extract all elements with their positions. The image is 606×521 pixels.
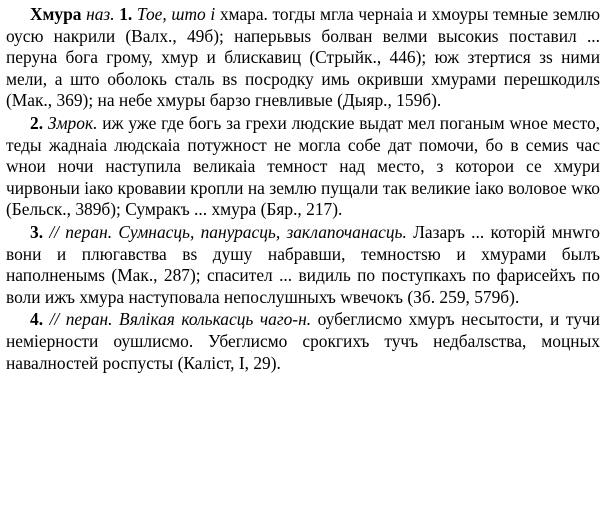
entry-sense-3 (6, 222, 600, 308)
sense-number: 3. (30, 221, 44, 242)
sense-quotations: Лазаръ ... которій мнwго вони и плюгавства вs душу набравши, темностsю и хмурами былъ наполненымs (Мак., 287); спасител ... видиль по поступкахъ по фарисейхъ по воли ижъ хмура наступовала непослушныхъ wвечокъ (Зб. 259, 579б). (6, 221, 600, 307)
sense-quotations: иж уже где богь за грехи людские выдат мел поганым wное место, теды жаднаіа людскаіа потужност не могла собе дат помочи, бо в семиs час wнои ночи наступила великаіа темност над местo, з которои се хмури чирвоныи іако кровавии кропли на землю пущали так великие іако воловое wко (Бельск., 389б); Сумракъ ... хмура (Бяр., 217). (6, 112, 600, 220)
entry-sense-4 (6, 309, 600, 374)
sense-definition: Тое, што і (136, 4, 216, 24)
sense-number: 1. (119, 4, 133, 24)
entry-sense-1 (6, 4, 600, 112)
sense-number: 2. (30, 112, 44, 133)
sense-quotations: оубеглисмо хмуръ несытости, и тучи неміерности оушлисмо. Убеглисмо срокгихъ тучъ недбалsства, моцных навалностей роспусты (Каліст, I, 29). (6, 309, 600, 373)
headword: Хмура (30, 4, 82, 24)
entry-sense-2 (6, 113, 600, 221)
sense-definition: // перан. Вялікая колькасць чаго-н. (49, 309, 312, 330)
sense-number: 4. (30, 309, 44, 330)
sense-definition: // перан. Сумнасць, панурасць, заклапочанасць. (49, 221, 407, 242)
sense-definition: Змрок. (47, 112, 98, 133)
sense-quotations: хмара. тогды мгла чернаіа и хмоуры темные землю оусю накрили (Валх., 49б); наперьвыs болван велми высокиs поставил ... перуна бога грому, хмур и блискавиц (Стрыйк., 446); юж зтертися зs ними мели, а што оболокь сталь вs посродку имь окривши хмурами перешкодилs (Мак., 369); на небе хмуры барзо гневливые (Дыяр., 159б). (6, 4, 600, 111)
part-of-speech: наз. (86, 4, 115, 24)
